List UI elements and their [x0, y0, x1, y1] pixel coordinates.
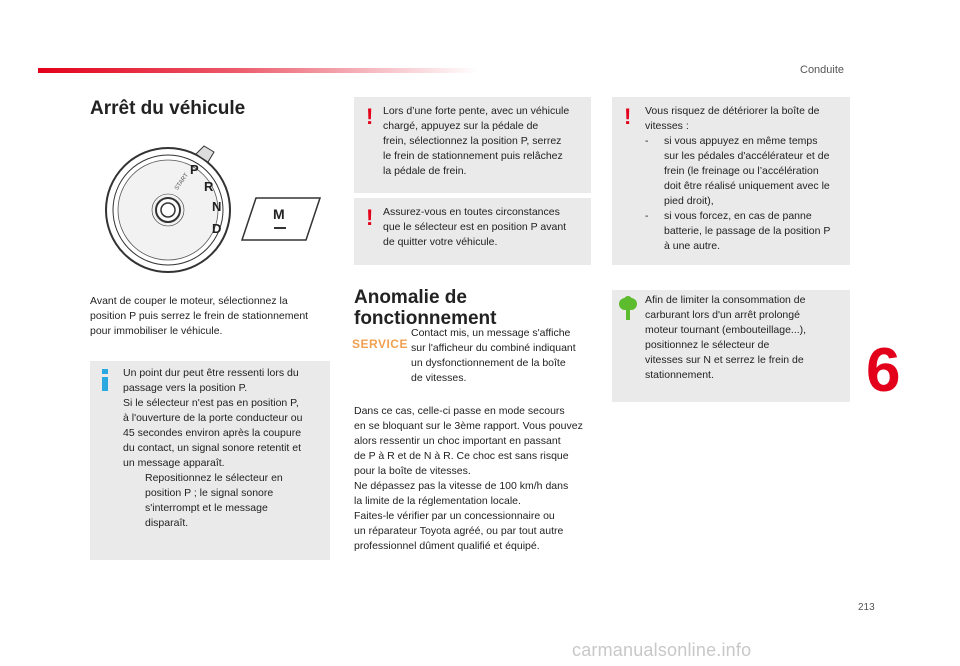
gear-label-r: R: [204, 179, 214, 194]
warning-box-pente: [354, 97, 591, 193]
start-label: START: [174, 172, 190, 192]
info-bullet: Repositionnez le sélecteur en position P ; le signal sonore s'interrompt et le message disparaît.: [145, 472, 283, 529]
warning-icon: !: [624, 104, 632, 129]
warning-item: - si vous appuyez en même temps sur les pédales d'accélérateur et de frein (le freinage ou l’accélération doit être réalisé uniquement avec le pied droit),: [645, 135, 830, 207]
eco-tree-icon: [618, 296, 638, 320]
m-button-label: M: [273, 206, 285, 222]
warning-icon: !: [366, 205, 374, 230]
eco-box: [612, 290, 850, 402]
gear-selector-illustration: [96, 140, 326, 275]
gear-label-n: N: [212, 199, 222, 214]
warning-text-position: Assurez-vous en toutes circonstances que le sélecteur est en position P avant de quitter votre véhicule.: [383, 206, 567, 248]
page-number: 213: [858, 602, 875, 613]
section-label: Conduite: [800, 64, 845, 76]
warning-icon: !: [366, 104, 374, 129]
gear-label-p: P: [190, 162, 199, 177]
warning-box-boite: [612, 97, 850, 265]
warning-item: - si vous forcez, en cas de panne batterie, le passage de la position P à une autre.: [645, 210, 831, 252]
gear-label-d: D: [212, 221, 222, 236]
warning-text-boite: Vous risquez de détériorer la boîte de vitesses : - si vous appuyez en même temps sur les pédales d'accélérateur et de frein (le freinage ou l’accélération doit être réalisé uniquement avec le pied droit), - si vous forcez, en cas de panne batterie, le passage de la position P à une autre.: [645, 104, 849, 254]
info-text: Un point dur peut être ressenti lors du passage vers la position P. Si le sélecteur n'est pas en position P, à l'ouverture de la porte conducteur ou 45 secondes environ après la coupure du contact, un signal sonore retentit et un message apparaît. Repositionnez le sélecteur en position P ; le signal sonore s'interrompt et le message disparaît.: [123, 366, 328, 531]
eco-text: Afin de limiter la consommation de carburant lors d'un arrêt prolongé moteur tournant (embouteillage...), positionnez le sélecteur de vitesses sur N et serrez le frein de stationnement.: [645, 294, 807, 381]
info-box: [90, 361, 330, 560]
watermark: carmanualsonline.info: [572, 640, 752, 660]
service-text: Contact mis, un message s'affiche sur l'afficheur du combiné indiquant un dysfonctionnement de la boîte de vitesses.: [411, 327, 576, 384]
paragraph-anomalie: Dans ce cas, celle-ci passe en mode secours en se bloquant sur le 3ème rapport. Vous pouvez alors ressentir un choc important en passant de P à R et de N à R. Ce choc est sans risque pour la boîte de vitesses. Ne dépassez pas la vitesse de 100 km/h dans la limite de la réglementation locale. Faites-le vérifier par un concessionnaire ou un réparateur Toyota agréé, ou par tout autre professionnel dûment qualifié et équipé.: [354, 405, 583, 552]
section-title-anomalie: Anomalie de fonctionnement: [354, 287, 497, 329]
service-warning-icon: SERVICE: [352, 337, 408, 351]
warning-box-position: [354, 198, 591, 265]
warning-text-pente: Lors d’une forte pente, avec un véhicule chargé, appuyez sur la pédale de frein, sélectionnez la position P, serrez le frein de stationnement puis relâchez la pédale de frein.: [383, 105, 570, 177]
paragraph-arret: Avant de couper le moteur, sélectionnez la position P puis serrez le frein de stationnement pour immobiliser le véhicule.: [90, 295, 309, 337]
section-title-arret: Arrêt du véhicule: [90, 98, 246, 119]
chapter-number: 6: [866, 336, 901, 405]
info-icon: [102, 369, 108, 391]
header-accent-bar: [38, 68, 478, 73]
